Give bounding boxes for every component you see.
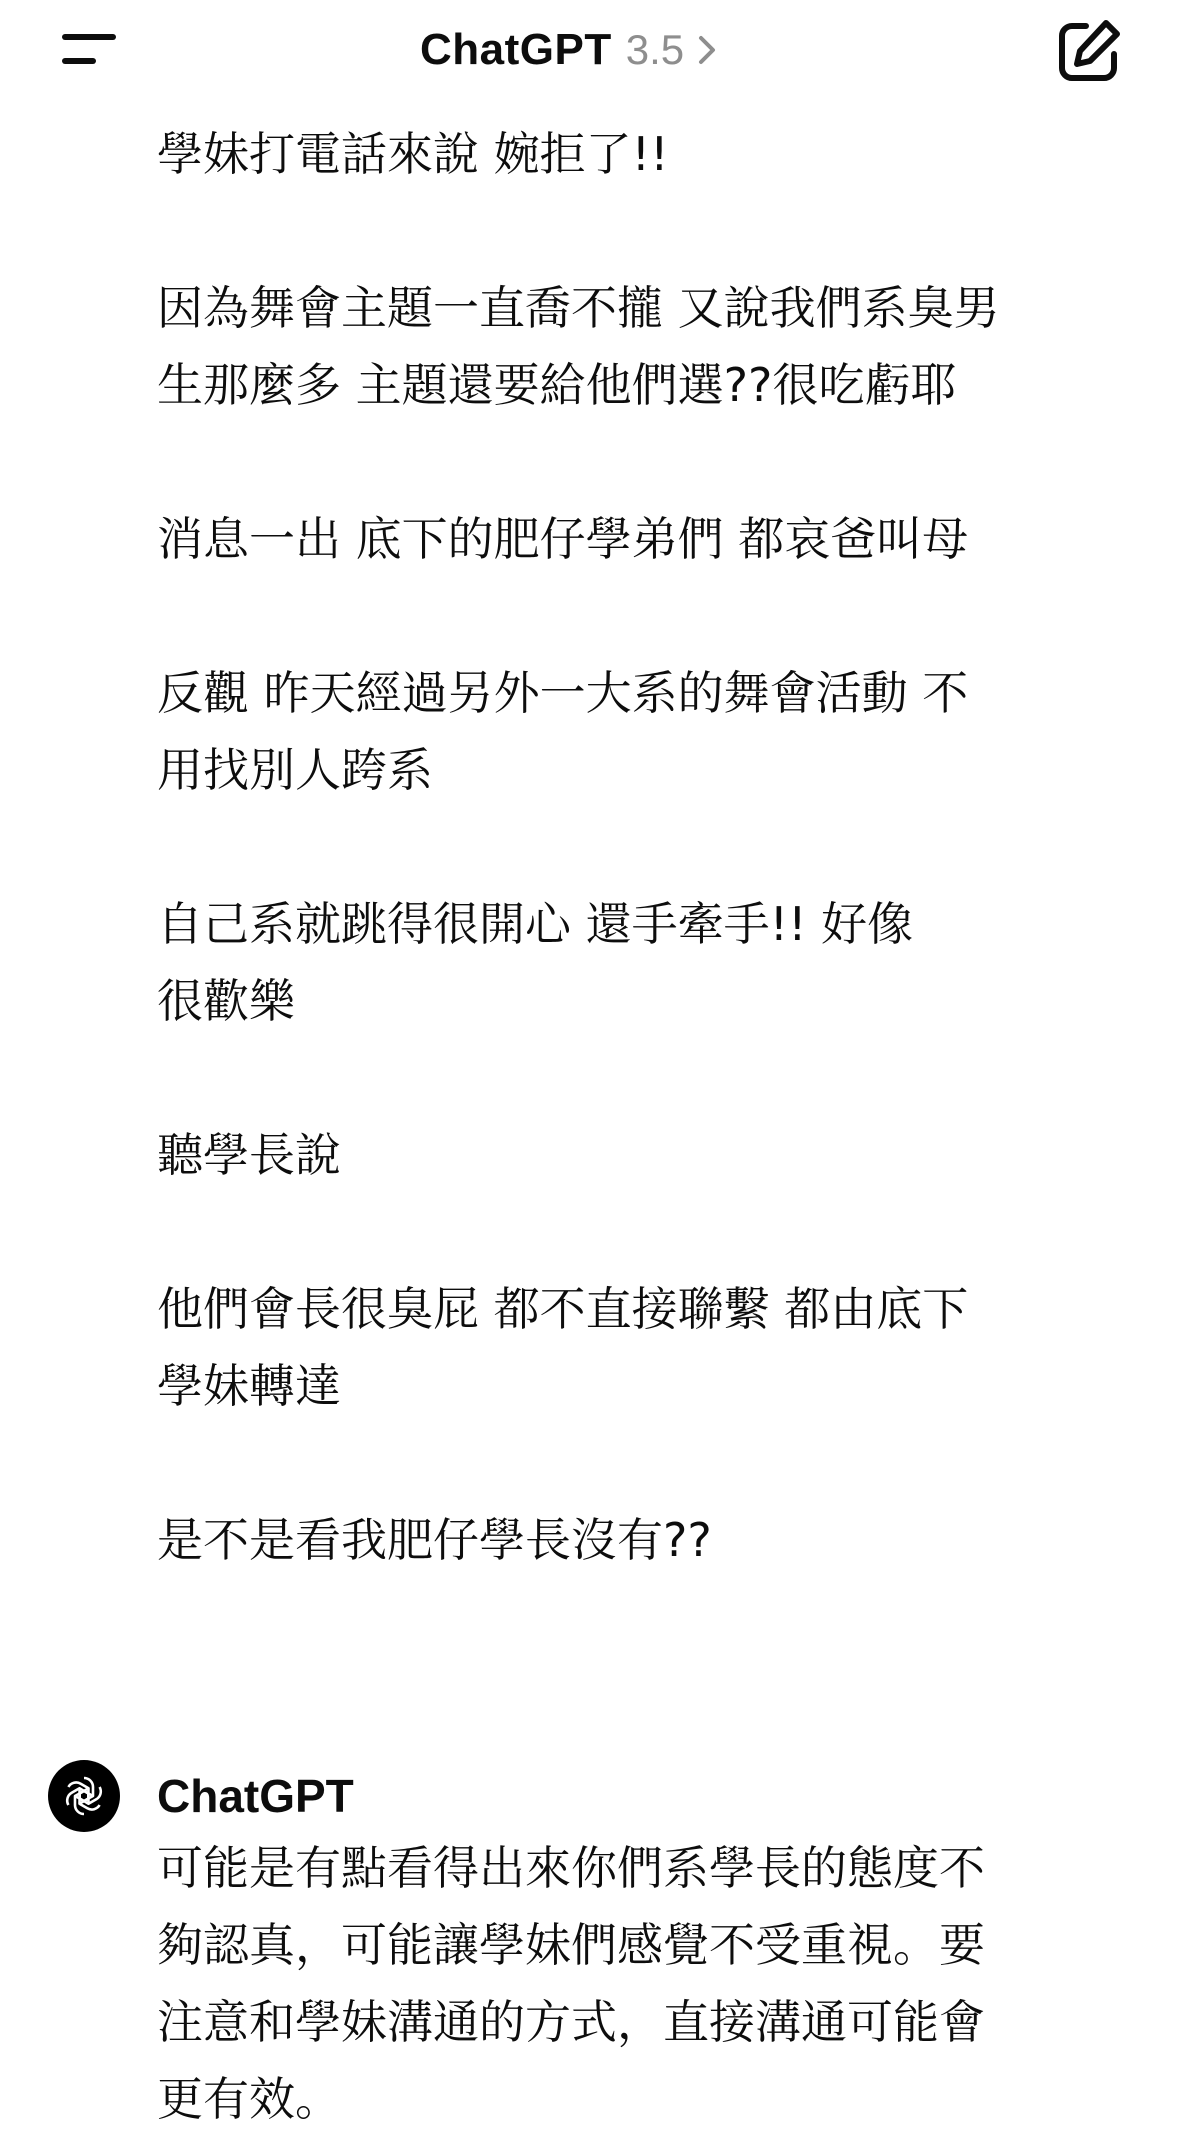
assistant-reply: 可能是有點看得出來你們系學長的態度不 夠認真，可能讓學妹們感覺不受重視。要 注意和學妹溝通的方式，直接溝通可能會 更有效。 [157,1841,985,2126]
model-switcher-button[interactable] [420,20,716,80]
assistant-name: ChatGPT [157,1770,354,1822]
user-message [157,116,1117,1579]
menu-line-top [62,34,116,40]
top-bar [0,0,1179,100]
chevron-right-icon [698,35,716,65]
user-message-paragraph: 是不是看我肥仔學長沒有?? [157,1513,712,1567]
openai-logo-icon [62,1774,106,1818]
model-version: 3.5 [625,26,685,73]
user-message-paragraph: 反觀 昨天經過另外一大系的舞會活動 不 用找別人跨系 [157,666,969,797]
user-message-paragraph: 消息一出 底下的肥仔學弟們 都哀爸叫母 [157,512,969,566]
message-area [0,100,1179,2126]
user-message-paragraph: 因為舞會主題一直喬不攏 又說我們系臭男 生那麼多 主題還要給他們選??很吃虧耶 [157,281,1000,412]
hamburger-menu-icon[interactable] [50,22,130,78]
menu-line-bottom [62,58,96,64]
user-message-paragraph: 學妹打電話來說 婉拒了!! [157,127,669,181]
new-chat-button[interactable] [1056,18,1122,84]
assistant-avatar [48,1760,120,1832]
user-message-paragraph: 聽學長說 [157,1128,341,1182]
user-message-paragraph: 自己系就跳得很開心 還手牽手!! 好像 很歡樂 [157,897,914,1028]
compose-new-chat-icon [1056,18,1122,84]
user-message-paragraph: 他們會長很臭屁 都不直接聯繫 都由底下 學妹轉達 [157,1282,969,1413]
model-name: ChatGPT [420,25,612,74]
